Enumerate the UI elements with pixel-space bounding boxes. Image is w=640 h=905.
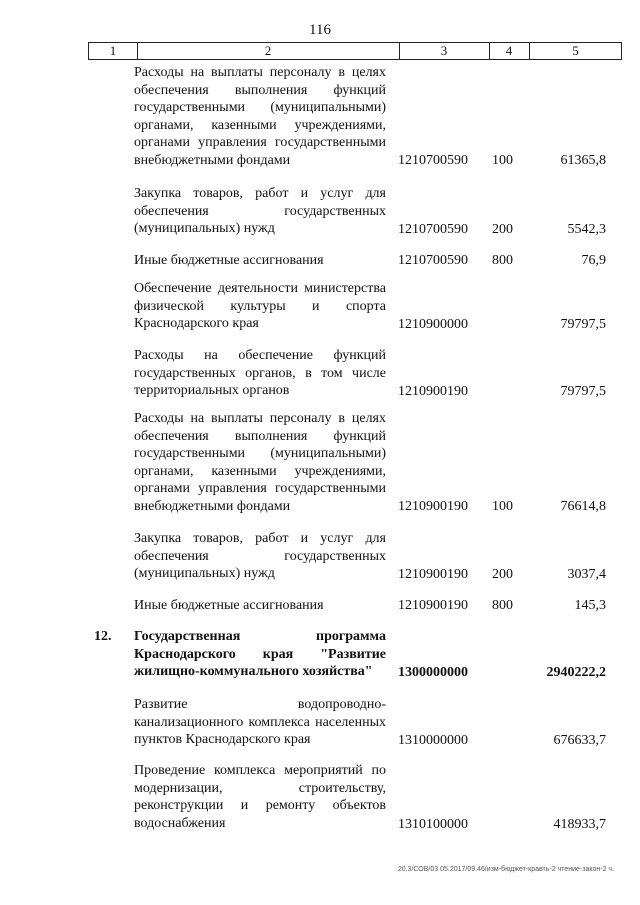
header-col-2: 2 bbox=[137, 43, 400, 59]
page-number: 116 bbox=[309, 22, 331, 38]
row-amount: 5542,3 bbox=[567, 222, 606, 237]
row-code: 1210900190 bbox=[398, 598, 468, 613]
row-code: 1210900190 bbox=[398, 499, 468, 514]
row-code: 1300000000 bbox=[398, 665, 468, 680]
row-description: Расходы на обеспечение функций государственных органов, в том числе территориальных органов bbox=[134, 348, 386, 398]
row-description: Развитие водопроводно-канализационного комплекса населенных пунктов Краснодарского края bbox=[134, 697, 386, 747]
row-description: Расходы на выплаты персоналу в целях обеспечения выполнения функций государственными (муниципальными) органами, казенными учреждениями, органами управления государственными внебюджетными фондами bbox=[134, 411, 386, 514]
row-code: 1310000000 bbox=[398, 733, 468, 748]
row-description: Обеспечение деятельности министерства физической культуры и спорта Краснодарского края bbox=[134, 281, 386, 331]
row-amount: 79797,5 bbox=[560, 317, 606, 332]
row-code: 1210700590 bbox=[398, 222, 468, 237]
row-amount: 76,9 bbox=[581, 253, 606, 268]
header-col-3: 3 bbox=[399, 43, 490, 59]
row-amount: 3037,4 bbox=[567, 567, 606, 582]
header-col-4: 4 bbox=[489, 43, 530, 59]
row-amount: 76614,8 bbox=[560, 499, 606, 514]
row-amount: 2940222,2 bbox=[546, 665, 606, 680]
row-description: Расходы на выплаты персоналу в целях обеспечения выполнения функций государственными (муниципальными) органами, казенными учреждениями, органами управления государственными внебюджетными фондами bbox=[134, 65, 386, 168]
row-code: 1210900190 bbox=[398, 384, 468, 399]
row-code: 1310100000 bbox=[398, 817, 468, 832]
row-code: 1210900190 bbox=[398, 567, 468, 582]
row-description: Закупка товаров, работ и услуг для обеспечения государственных (муниципальных) нужд bbox=[134, 186, 386, 236]
row-amount: 676633,7 bbox=[553, 733, 606, 748]
row-code: 1210700590 bbox=[398, 153, 468, 168]
row-type: 100 bbox=[492, 153, 513, 168]
header-col-5: 5 bbox=[572, 43, 579, 58]
row-code: 1210900000 bbox=[398, 317, 468, 332]
row-description: Закупка товаров, работ и услуг для обеспечения государственных (муниципальных) нужд bbox=[134, 531, 386, 581]
row-description: Иные бюджетные ассигнования bbox=[134, 598, 324, 613]
row-amount: 418933,7 bbox=[553, 817, 606, 832]
row-code: 1210700590 bbox=[398, 253, 468, 268]
row-amount: 61365,8 bbox=[560, 153, 606, 168]
row-amount: 79797,5 bbox=[560, 384, 606, 399]
row-type: 200 bbox=[492, 567, 513, 582]
row-number: 12. bbox=[94, 629, 112, 644]
row-description: Государственная программа Краснодарского края "Развитие жилищно-коммунального хозяйства" bbox=[134, 629, 386, 679]
table-header bbox=[88, 42, 622, 60]
row-type: 100 bbox=[492, 499, 513, 514]
header-col-1: 1 bbox=[89, 43, 138, 59]
row-type: 800 bbox=[492, 253, 513, 268]
document-footer: 20.3/СОВ/03 05.2017/09.46/изм-бюджет-кравть-2 чтение-закон-2 ч. bbox=[397, 866, 614, 873]
row-type: 800 bbox=[492, 598, 513, 613]
row-description: Иные бюджетные ассигнования bbox=[134, 253, 324, 268]
row-description: Проведение комплекса мероприятий по модернизации, строительству, реконструкции и ремонту объектов водоснабжения bbox=[134, 763, 386, 831]
row-type: 200 bbox=[492, 222, 513, 237]
row-amount: 145,3 bbox=[574, 598, 606, 613]
